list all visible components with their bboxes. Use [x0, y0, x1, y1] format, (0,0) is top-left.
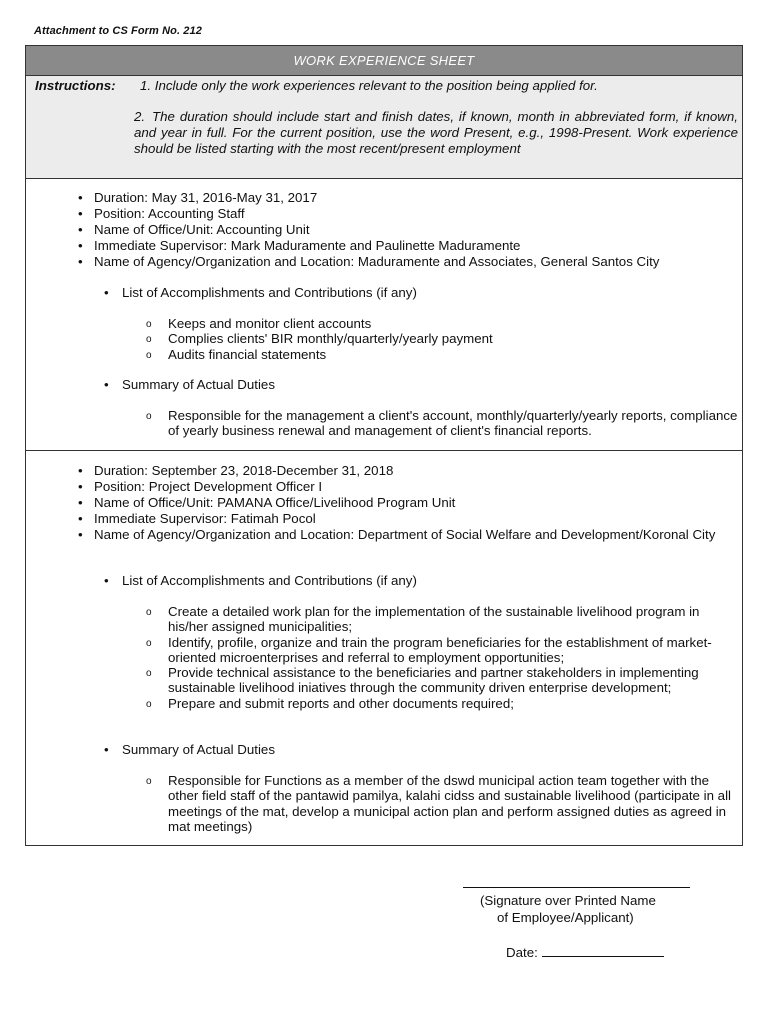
entry-2-duties-label: • Summary of Actual Duties: [104, 742, 275, 758]
entry-2-position: • Position: Project Development Officer I: [78, 479, 738, 495]
instruction-2-text: The duration should include start and finish dates, if known, month in abbreviated form, if known, and year in full. For the current position, use the word Present, e.g., 1998-Present. Work experience should be listed starting with the most recent/present employment: [134, 109, 738, 157]
entry-1-duties-label: • Summary of Actual Duties: [104, 377, 275, 393]
instruction-2: [134, 109, 738, 158]
date-field: [506, 944, 664, 960]
entry-1-accomplishments: [146, 316, 738, 362]
entry-1-supervisor: • Immediate Supervisor: Mark Maduramente and Paulinette Maduramente: [78, 238, 738, 254]
signature-line: [463, 887, 690, 888]
attachment-label: Attachment to CS Form No. 212: [34, 25, 202, 37]
entry-2-office: • Name of Office/Unit: PAMANA Office/Livelihood Program Unit: [78, 495, 738, 511]
signature-caption-1: (Signature over Printed Name: [480, 893, 656, 908]
entry-1-accomplishments-label: • List of Accomplishments and Contributions (if any): [104, 285, 417, 301]
entry-1-details: [78, 190, 738, 270]
list-item: o Provide technical assistance to the beneficiaries and partner stakeholders in implementing sustainable livelihood iniatives through the community driven enterprise development;: [146, 665, 738, 696]
list-item: o Identify, profile, organize and train the program beneficiaries for the establishment of market-oriented microenterprises and referral to employment opportunities;: [146, 635, 738, 666]
instructions-label: Instructions:: [35, 78, 116, 93]
work-experience-sheet: [25, 45, 743, 846]
entry-2-agency: • Name of Agency/Organization and Location: Department of Social Welfare and Development/Koronal City: [78, 527, 738, 543]
instructions-box: [26, 76, 742, 179]
entry-2-supervisor: • Immediate Supervisor: Fatimah Pocol: [78, 511, 738, 527]
date-blank-line: [542, 944, 664, 957]
entry-2-accomplishments-label: • List of Accomplishments and Contributions (if any): [104, 573, 417, 589]
entry-1-office: • Name of Office/Unit: Accounting Unit: [78, 222, 738, 238]
list-item: o Complies clients' BIR monthly/quarterly/yearly payment: [146, 331, 738, 346]
entry-1-duration: • Duration: May 31, 2016-May 31, 2017: [78, 190, 738, 206]
list-item: o Responsible for Functions as a member of the dswd municipal action team together with the other field staff of the pantawid pamilya, kalahi cidss and sustainable livelihood (participate in all meetings of the mat, develop a municipal action plan and perform assigned duties as agreed in mat meetings): [146, 773, 738, 834]
list-item: o Audits financial statements: [146, 347, 738, 362]
experience-entry-2: [26, 451, 742, 845]
entry-2-details: [78, 463, 738, 543]
entry-1-position: • Position: Accounting Staff: [78, 206, 738, 222]
experience-entry-1: [26, 178, 742, 451]
entry-2-duration: • Duration: September 23, 2018-December 31, 2018: [78, 463, 738, 479]
list-item: o Responsible for the management a client's account, monthly/quarterly/yearly reports, compliance of yearly business renewal and management of client's financial reports.: [146, 408, 738, 439]
date-label: Date:: [506, 945, 538, 960]
entry-1-duties: [146, 408, 738, 439]
signature-caption-2: of Employee/Applicant): [497, 910, 634, 925]
sheet-title: WORK EXPERIENCE SHEET: [26, 46, 742, 76]
entry-1-agency: • Name of Agency/Organization and Location: Maduramente and Associates, General Santos City: [78, 254, 738, 270]
list-item: o Create a detailed work plan for the implementation of the sustainable livelihood program in his/her assigned municipalities;: [146, 604, 738, 635]
list-item: o Keeps and monitor client accounts: [146, 316, 738, 331]
instruction-2-number: 2.: [134, 109, 146, 124]
list-item: o Prepare and submit reports and other documents required;: [146, 696, 738, 711]
entry-2-accomplishments: [146, 604, 738, 711]
instruction-1: 1. Include only the work experiences relevant to the position being applied for.: [140, 78, 598, 93]
entry-2-duties: [146, 773, 738, 834]
